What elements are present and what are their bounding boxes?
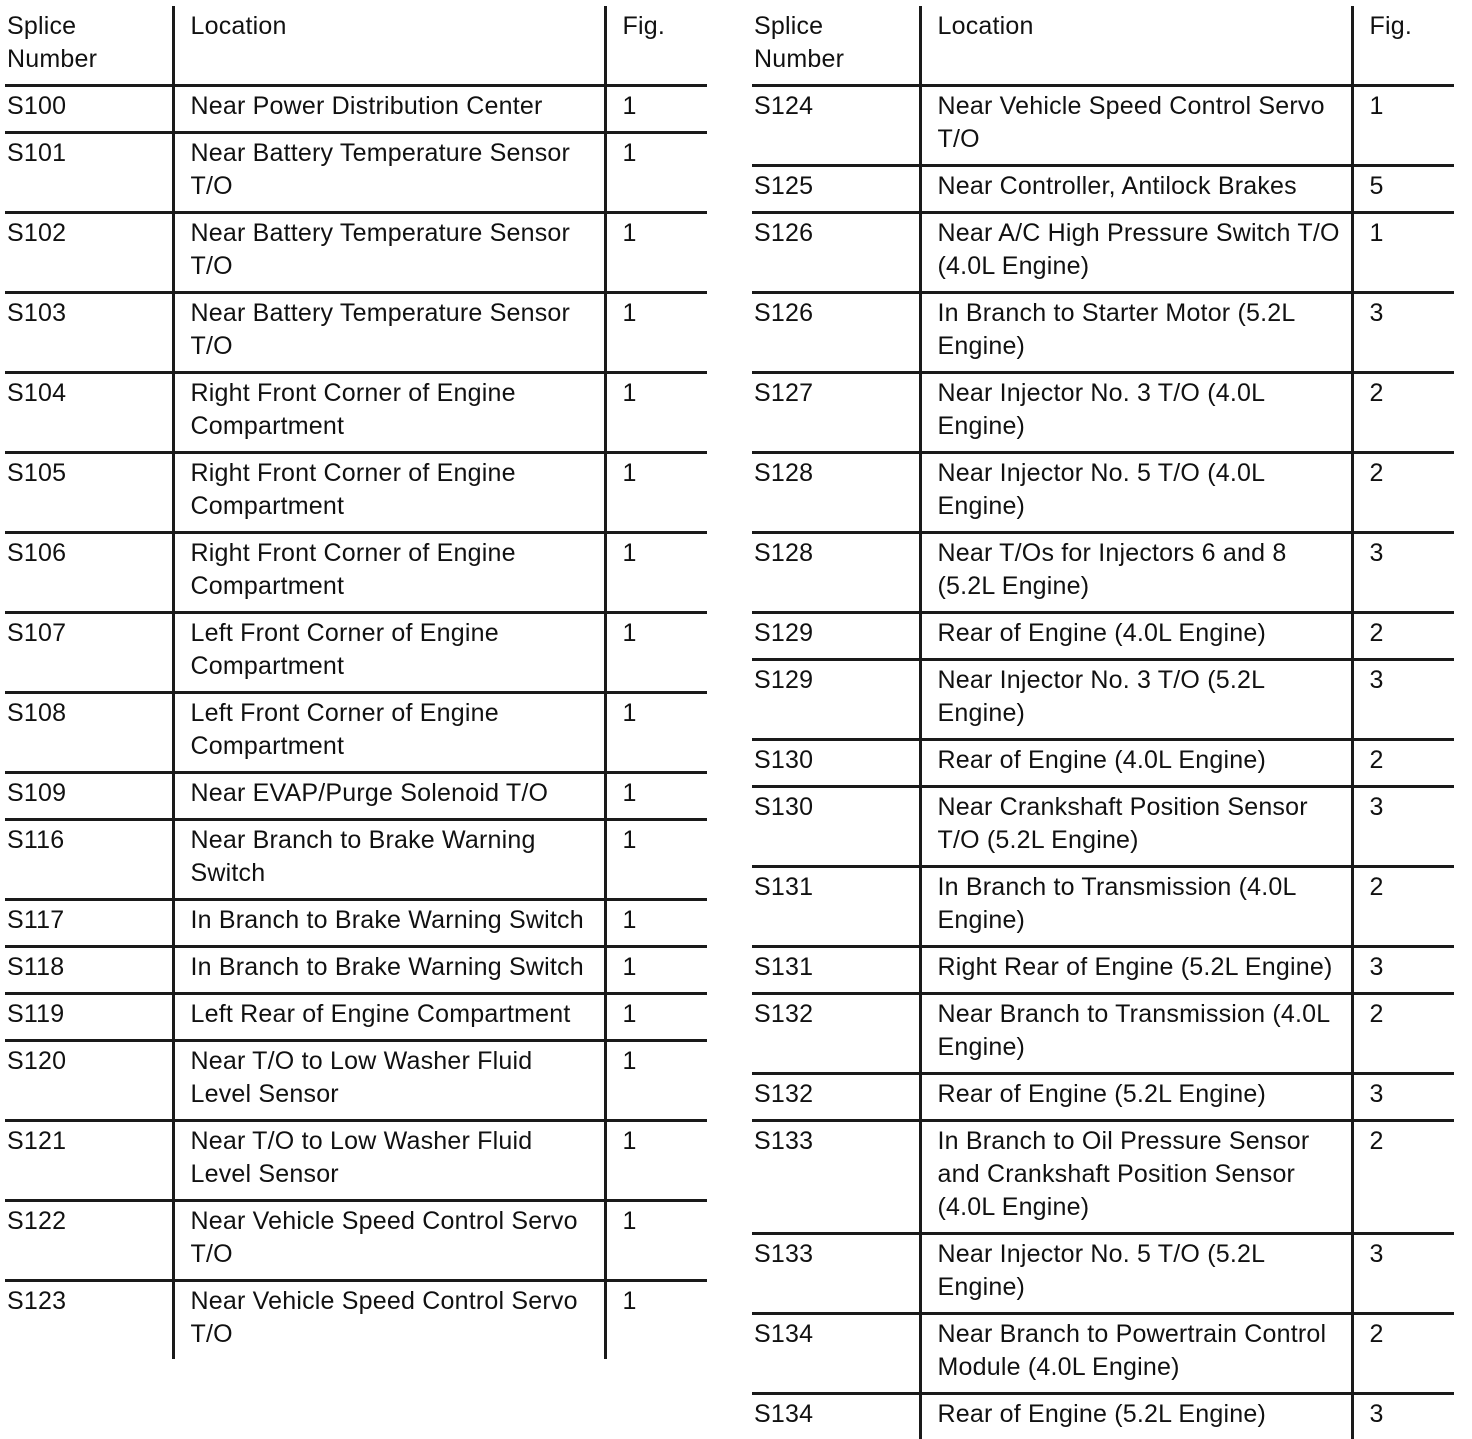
fig-cell: 1	[605, 613, 707, 693]
left-rows	[5, 86, 707, 1360]
splice-number-cell: S121	[5, 1121, 173, 1201]
table-row	[5, 373, 707, 453]
table-row	[5, 820, 707, 900]
splice-number-cell: S102	[5, 213, 173, 293]
table-row	[752, 740, 1454, 787]
location-cell: Near Injector No. 3 T/O (4.0L Engine)	[920, 373, 1352, 453]
table-row	[5, 1281, 707, 1360]
fig-cell: 1	[605, 820, 707, 900]
location-cell: In Branch to Transmission (4.0L Engine)	[920, 867, 1352, 947]
location-cell: Rear of Engine (4.0L Engine)	[920, 740, 1352, 787]
table-row	[5, 613, 707, 693]
table-row	[5, 453, 707, 533]
fig-cell: 2	[1352, 1314, 1454, 1394]
fig-cell: 3	[1352, 787, 1454, 867]
splice-number-cell: S101	[5, 133, 173, 213]
splice-number-cell: S134	[752, 1314, 920, 1394]
table-row	[5, 1201, 707, 1281]
header-splice-number: Splice Number	[752, 6, 920, 86]
splice-number-cell: S128	[752, 533, 920, 613]
fig-cell: 3	[1352, 533, 1454, 613]
table-row	[5, 533, 707, 613]
location-cell: Near EVAP/Purge Solenoid T/O	[173, 773, 605, 820]
splice-number-cell: S127	[752, 373, 920, 453]
splice-number-cell: S109	[5, 773, 173, 820]
splice-number-cell: S131	[752, 867, 920, 947]
splice-number-cell: S125	[752, 166, 920, 213]
table-row	[5, 293, 707, 373]
splice-number-cell: S124	[752, 86, 920, 166]
location-cell: Near Battery Temperature Sensor T/O	[173, 213, 605, 293]
fig-cell: 1	[1352, 86, 1454, 166]
fig-cell: 2	[1352, 453, 1454, 533]
table-row	[5, 900, 707, 947]
location-cell: Near Battery Temperature Sensor T/O	[173, 293, 605, 373]
splice-number-cell: S130	[752, 740, 920, 787]
splice-number-cell: S100	[5, 86, 173, 133]
fig-cell: 2	[1352, 867, 1454, 947]
splice-number-cell: S103	[5, 293, 173, 373]
header-fig: Fig.	[1352, 6, 1454, 86]
splice-number-cell: S118	[5, 947, 173, 994]
table-row	[752, 1314, 1454, 1394]
table-row	[752, 613, 1454, 660]
splice-number-cell: S108	[5, 693, 173, 773]
splice-number-cell: S133	[752, 1234, 920, 1314]
fig-cell: 1	[605, 900, 707, 947]
fig-cell: 1	[605, 213, 707, 293]
splice-number-cell: S133	[752, 1121, 920, 1234]
splice-number-cell: S104	[5, 373, 173, 453]
table-row	[752, 1074, 1454, 1121]
fig-cell: 1	[605, 773, 707, 820]
fig-cell: 2	[1352, 994, 1454, 1074]
location-cell: Near Vehicle Speed Control Servo T/O	[920, 86, 1352, 166]
splice-number-cell: S107	[5, 613, 173, 693]
table-row	[752, 86, 1454, 166]
table-row	[752, 373, 1454, 453]
fig-cell: 3	[1352, 1394, 1454, 1439]
location-cell: Near Power Distribution Center	[173, 86, 605, 133]
location-cell: Left Rear of Engine Compartment	[173, 994, 605, 1041]
fig-cell: 1	[605, 1281, 707, 1360]
table-row	[5, 994, 707, 1041]
table-row	[752, 213, 1454, 293]
splice-number-cell: S132	[752, 994, 920, 1074]
table-row	[752, 453, 1454, 533]
location-cell: Near Injector No. 3 T/O (5.2L Engine)	[920, 660, 1352, 740]
header-location: Location	[920, 6, 1352, 86]
fig-cell: 1	[605, 1121, 707, 1201]
fig-cell: 1	[605, 947, 707, 994]
fig-cell: 2	[1352, 1121, 1454, 1234]
location-cell: Left Front Corner of Engine Compartment	[173, 613, 605, 693]
location-cell: Near Branch to Powertrain Control Module (4.0L Engine)	[920, 1314, 1352, 1394]
splice-number-cell: S128	[752, 453, 920, 533]
fig-cell: 3	[1352, 1074, 1454, 1121]
header-fig: Fig.	[605, 6, 707, 86]
location-cell: In Branch to Starter Motor (5.2L Engine)	[920, 293, 1352, 373]
location-cell: Near Injector No. 5 T/O (5.2L Engine)	[920, 1234, 1352, 1314]
location-cell: Near Vehicle Speed Control Servo T/O	[173, 1201, 605, 1281]
fig-cell: 1	[605, 1201, 707, 1281]
table-row	[5, 947, 707, 994]
location-cell: Right Front Corner of Engine Compartment	[173, 533, 605, 613]
header-location: Location	[173, 6, 605, 86]
table-row	[752, 787, 1454, 867]
splice-number-cell: S129	[752, 660, 920, 740]
location-cell: In Branch to Brake Warning Switch	[173, 900, 605, 947]
splice-table-right	[752, 6, 1454, 1439]
location-cell: Near A/C High Pressure Switch T/O (4.0L Engine)	[920, 213, 1352, 293]
fig-cell: 2	[1352, 373, 1454, 453]
fig-cell: 1	[605, 1041, 707, 1121]
splice-number-cell: S119	[5, 994, 173, 1041]
location-cell: Right Front Corner of Engine Compartment	[173, 373, 605, 453]
table-row	[5, 1041, 707, 1121]
table-row	[752, 660, 1454, 740]
fig-cell: 1	[1352, 213, 1454, 293]
location-cell: Near T/Os for Injectors 6 and 8 (5.2L Engine)	[920, 533, 1352, 613]
splice-number-cell: S105	[5, 453, 173, 533]
location-cell: Rear of Engine (5.2L Engine)	[920, 1074, 1352, 1121]
table-row	[5, 86, 707, 133]
fig-cell: 1	[605, 693, 707, 773]
fig-cell: 1	[605, 994, 707, 1041]
splice-number-cell: S120	[5, 1041, 173, 1121]
table-row	[752, 947, 1454, 994]
header-row	[752, 6, 1454, 86]
location-cell: Near Crankshaft Position Sensor T/O (5.2L Engine)	[920, 787, 1352, 867]
location-cell: Rear of Engine (4.0L Engine)	[920, 613, 1352, 660]
location-cell: Right Rear of Engine (5.2L Engine)	[920, 947, 1352, 994]
location-cell: Near Controller, Antilock Brakes	[920, 166, 1352, 213]
location-cell: Near Branch to Transmission (4.0L Engine)	[920, 994, 1352, 1074]
fig-cell: 3	[1352, 293, 1454, 373]
table-row	[752, 867, 1454, 947]
table-row	[752, 1394, 1454, 1439]
fig-cell: 1	[605, 533, 707, 613]
table-row	[5, 773, 707, 820]
table-row	[5, 1121, 707, 1201]
location-cell: In Branch to Brake Warning Switch	[173, 947, 605, 994]
table-row	[752, 1234, 1454, 1314]
fig-cell: 2	[1352, 613, 1454, 660]
right-rows	[752, 86, 1454, 1439]
splice-number-cell: S116	[5, 820, 173, 900]
splice-number-cell: S134	[752, 1394, 920, 1439]
location-cell: Near T/O to Low Washer Fluid Level Sensor	[173, 1041, 605, 1121]
fig-cell: 1	[605, 133, 707, 213]
fig-cell: 3	[1352, 947, 1454, 994]
location-cell: In Branch to Oil Pressure Sensor and Crankshaft Position Sensor (4.0L Engine)	[920, 1121, 1352, 1234]
table-row	[5, 133, 707, 213]
table-row	[752, 994, 1454, 1074]
splice-number-cell: S131	[752, 947, 920, 994]
splice-number-cell: S123	[5, 1281, 173, 1360]
table-row	[5, 213, 707, 293]
splice-number-cell: S129	[752, 613, 920, 660]
splice-number-cell: S117	[5, 900, 173, 947]
fig-cell: 1	[605, 373, 707, 453]
fig-cell: 5	[1352, 166, 1454, 213]
location-cell: Near Battery Temperature Sensor T/O	[173, 133, 605, 213]
location-cell: Near Injector No. 5 T/O (4.0L Engine)	[920, 453, 1352, 533]
location-cell: Near Vehicle Speed Control Servo T/O	[173, 1281, 605, 1360]
splice-table-left	[5, 6, 707, 1359]
location-cell: Near Branch to Brake Warning Switch	[173, 820, 605, 900]
fig-cell: 1	[605, 293, 707, 373]
location-cell: Rear of Engine (5.2L Engine)	[920, 1394, 1352, 1439]
fig-cell: 1	[605, 453, 707, 533]
splice-number-cell: S122	[5, 1201, 173, 1281]
location-cell: Right Front Corner of Engine Compartment	[173, 453, 605, 533]
fig-cell: 2	[1352, 740, 1454, 787]
splice-number-cell: S126	[752, 293, 920, 373]
table-row	[752, 166, 1454, 213]
table-row	[752, 293, 1454, 373]
table-row	[5, 693, 707, 773]
fig-cell: 3	[1352, 660, 1454, 740]
table-row	[752, 533, 1454, 613]
splice-number-cell: S130	[752, 787, 920, 867]
location-cell: Left Front Corner of Engine Compartment	[173, 693, 605, 773]
header-splice-number: Splice Number	[5, 6, 173, 86]
header-row	[5, 6, 707, 86]
fig-cell: 3	[1352, 1234, 1454, 1314]
splice-number-cell: S132	[752, 1074, 920, 1121]
location-cell: Near T/O to Low Washer Fluid Level Sensor	[173, 1121, 605, 1201]
table-row	[752, 1121, 1454, 1234]
fig-cell: 1	[605, 86, 707, 133]
splice-number-cell: S106	[5, 533, 173, 613]
splice-number-cell: S126	[752, 213, 920, 293]
